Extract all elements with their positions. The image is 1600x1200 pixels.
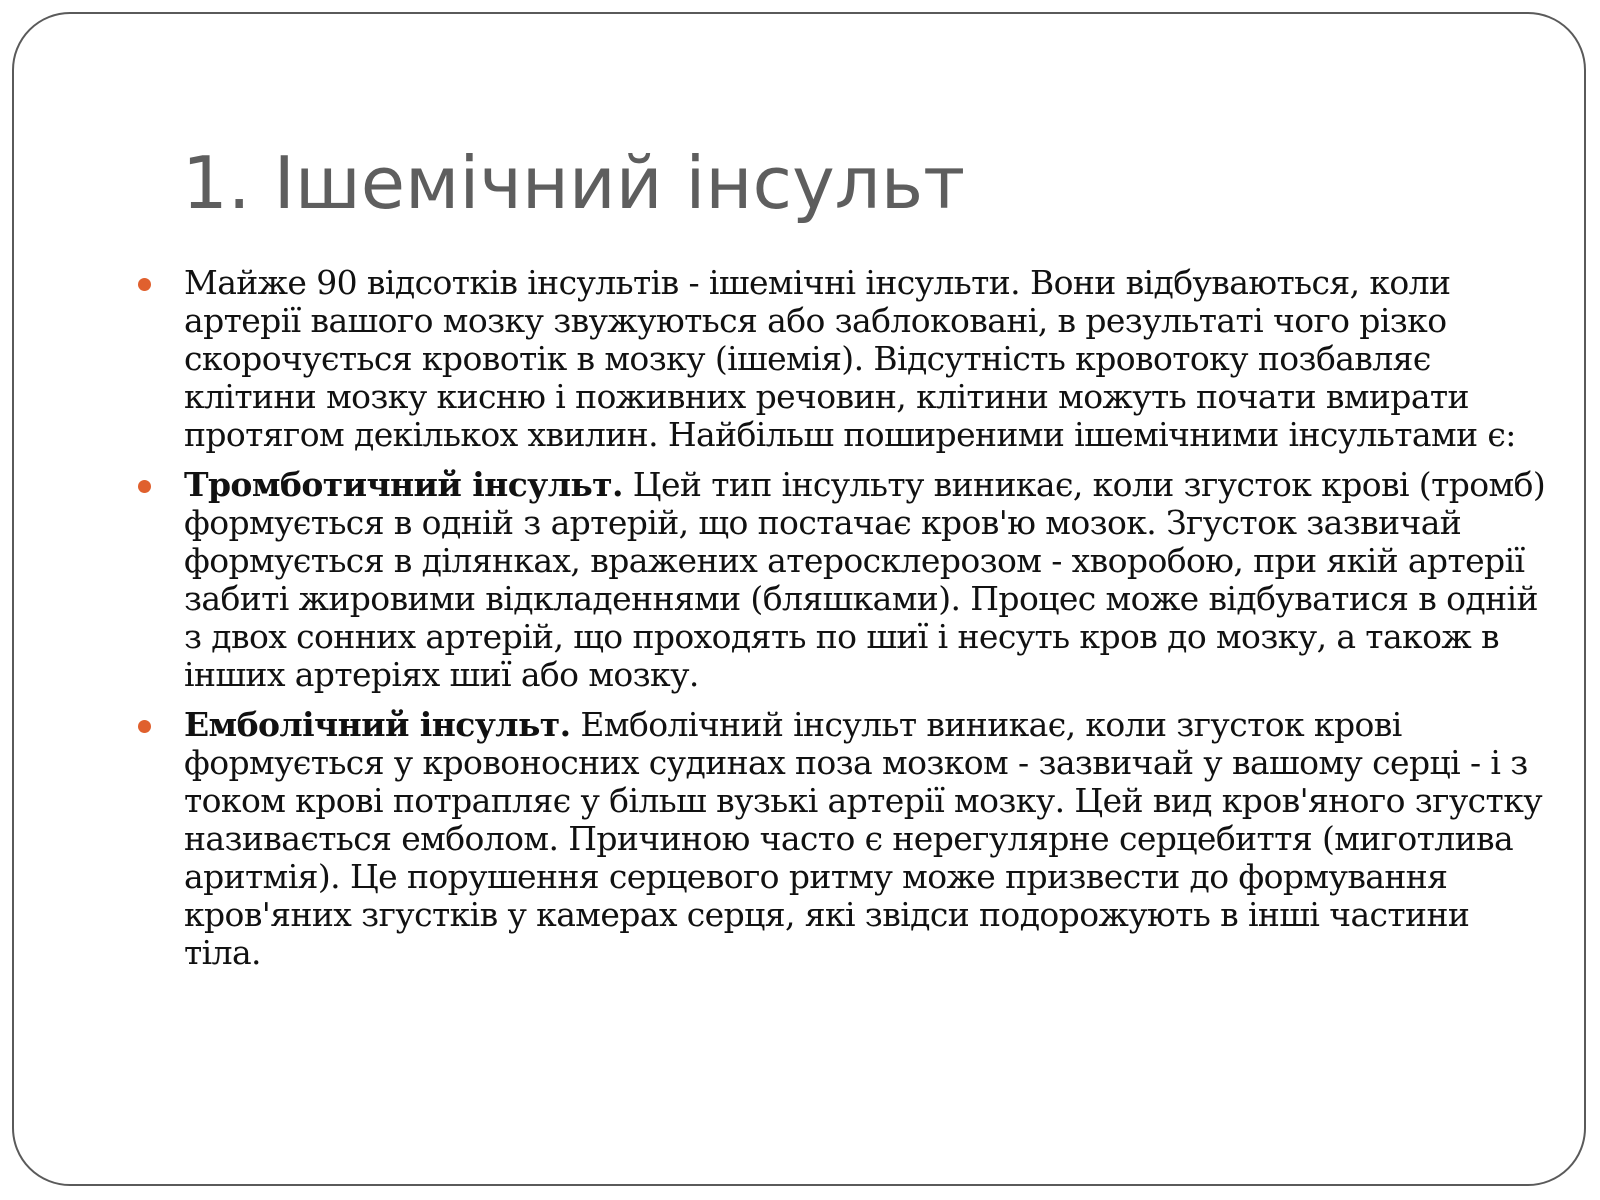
bullet-lead: Тромботичний інсульт. xyxy=(184,465,623,504)
slide-frame xyxy=(12,12,1586,1186)
bullet-dot-icon xyxy=(138,720,151,733)
bullet-text: Цей тип інсульту виникає, коли згусток крові (тромб) формується в одній з артерій, що постачає кров'ю мозок. Згусток зазвичай формується в ділянках, вражених атеросклерозом - хворобою, при якій артерії забиті жировими відкладеннями (бляшками). Процес може відбуватися в одній з двох сонних артерій, що проходять по шиї і несуть кров до мозку, а також в інших артеріях шиї або мозку. xyxy=(184,465,1546,694)
bullet-item-embolic xyxy=(184,706,1554,972)
bullet-text: Емболічний інсульт виникає, коли згусток крові формується у кровоносних судинах поза мозком - зазвичай у вашому серці - і з током крові потрапляє у більш вузькі артерії мозку. Цей вид кров'яного згустку називається емболом. Причиною часто є нерегулярне серцебиття (миготлива аритмія). Це порушення серцевого ритму може призвести до формування кров'яних згустків у камерах серця, які звідси подорожують в інші частини тіла. xyxy=(184,705,1543,972)
bullet-item-thrombotic xyxy=(184,466,1554,694)
bullet-text: Майже 90 відсотків інсультів - ішемічні інсульти. Вони відбуваються, коли артерії вашого мозку звужуються або заблоковані, в результаті чого різко скорочується кровотік в мозку (ішемія). Відсутність кровотоку позбавляє клітини мозку кисню і поживних речовин, клітини можуть почати вмирати протягом декількох хвилин. Найбільш поширеними ішемічними інсультами є: xyxy=(184,263,1516,454)
slide-title: 1. Ішемічний інсульт xyxy=(182,141,966,225)
bullet-lead: Емболічний інсульт. xyxy=(184,705,571,744)
bullet-list xyxy=(184,264,1554,984)
bullet-dot-icon xyxy=(138,278,151,291)
bullet-item-ischemic-overview xyxy=(184,264,1554,454)
bullet-dot-icon xyxy=(138,480,151,493)
